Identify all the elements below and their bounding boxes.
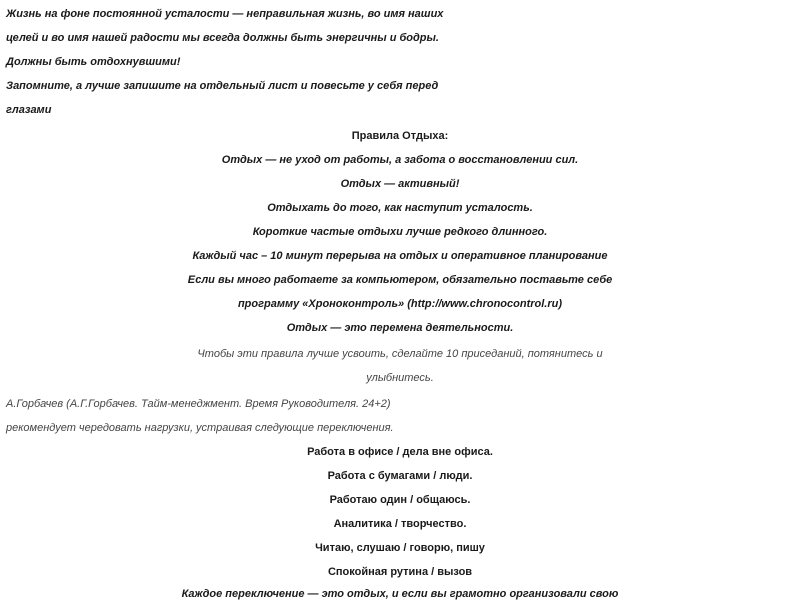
rules-heading: Правила Отдыха: (351, 130, 449, 142)
intro-line: Запомните, а лучше запишите на отдельный лист и повесьте у себя перед (6, 80, 439, 92)
rule-item: Отдыхать до того, как наступит усталость. (267, 202, 533, 214)
switch-item: Работа в офисе / дела вне офиса. (307, 446, 493, 458)
advice-line: Чтобы эти правила лучше усвоить, сделайте 10 приседаний, потянитесь и (197, 348, 603, 360)
rule-item: Отдых — активный! (340, 178, 460, 190)
gorbachev-line: А.Горбачев (А.Г.Горбачев. Тайм-менеджмент. Время Руководителя. 24+2) (6, 398, 391, 410)
footer-paragraph (0, 582, 800, 600)
intro-line: целей и во имя нашей радости мы всегда должны быть энергичны и бодры. (6, 32, 439, 44)
rule-item: Отдых — не уход от работы, а забота о восстановлении сил. (221, 154, 579, 166)
intro-line: глазами (6, 104, 52, 116)
intro-paragraph (0, 2, 800, 122)
switch-item: Читаю, слушаю / говорю, пишу (315, 542, 485, 554)
rules-section (0, 124, 800, 340)
advice-line: улыбнитесь. (366, 372, 434, 384)
switch-item: Работа с бумагами / люди. (327, 470, 473, 482)
rule-item: Если вы много работаете за компьютером, обязательно поставьте себе (187, 274, 613, 286)
rule-item: Каждый час – 10 минут перерыва на отдых и оперативное планирование (192, 250, 608, 262)
intro-line: Должны быть отдохнувшими! (6, 56, 181, 68)
advice-paragraph (0, 342, 800, 390)
rule-item: Отдых — это перемена деятельности. (286, 322, 514, 334)
switch-item: Аналитика / творчество. (333, 518, 467, 530)
switches-list (0, 440, 800, 584)
gorbachev-line: рекомендует чередовать нагрузки, устраивая следующие переключения. (6, 422, 394, 434)
intro-line: Жизнь на фоне постоянной усталости — неправильная жизнь, во имя наших (6, 8, 444, 20)
switch-item: Спокойная рутина / вызов (327, 566, 473, 578)
gorbachev-paragraph (0, 392, 800, 440)
rule-item: программу «Хроноконтроль» (http://www.chronocontrol.ru) (237, 298, 563, 310)
switch-item: Работаю один / общаюсь. (329, 494, 471, 506)
footer-line: Каждое переключение — это отдых, и если вы грамотно организовали свою (181, 588, 619, 600)
rule-item: Короткие частые отдыхи лучше редкого длинного. (252, 226, 548, 238)
